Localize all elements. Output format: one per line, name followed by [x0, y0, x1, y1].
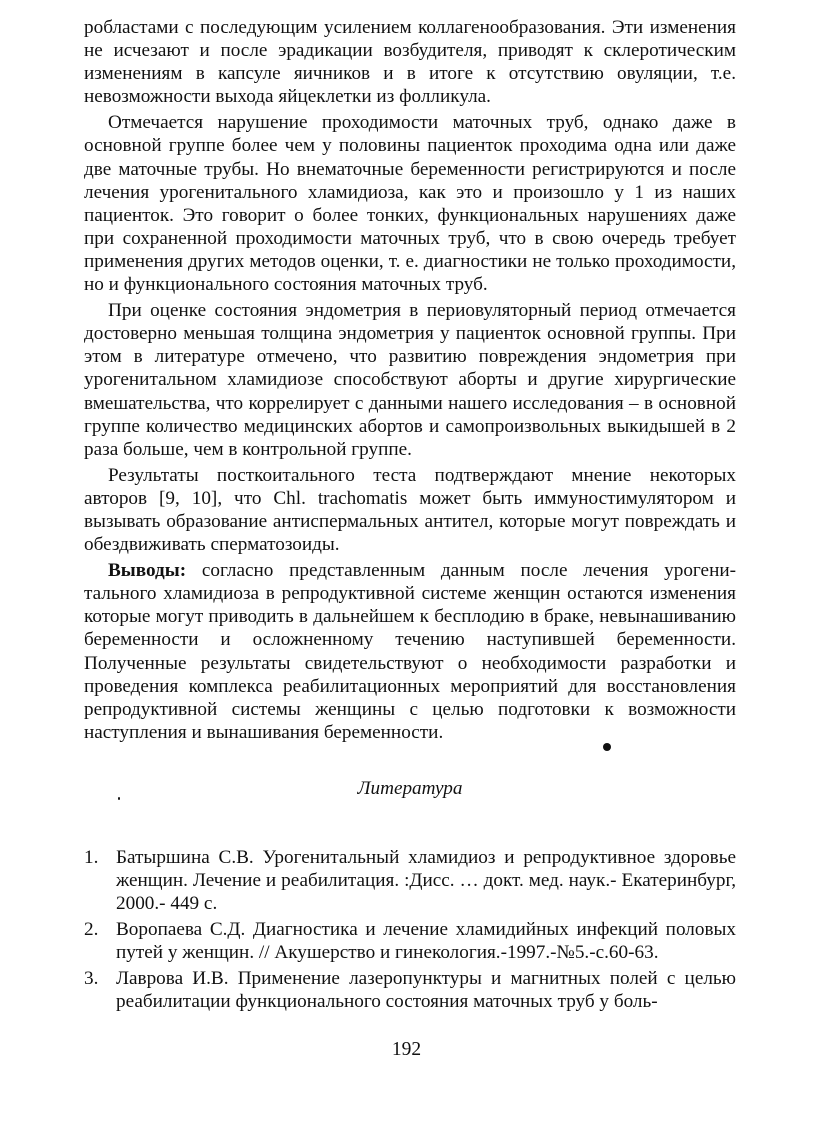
reference-item	[84, 967, 736, 1013]
page-number: 192	[391, 1039, 422, 1060]
conclusion-text: согласно представленным данным после лечения урогенитального хламидиоза в репродуктивной системе женщин остаются изменения которые могут приводить в дальнейшем к бесплодию в браке, невынашиванию беременности и осложненному течению наступившей беременности. Полученные результаты свидетельствуют о необходимости разработки и проведения комплекса реабилитационных мероприятий для восстановления репродуктивной системы женщины с целью подготовки к возможности наступления и вынашивания беременности.	[84, 560, 736, 743]
reference-item	[84, 918, 736, 964]
reference-number: 2.	[84, 919, 99, 941]
document-page	[84, 16, 736, 1017]
references-list	[84, 846, 736, 1014]
reference-number: 1.	[84, 846, 99, 868]
body-paragraph-3: При оценке состояния эндометрия в периовуляторный период отмечается достоверно меньшая толщина эндометрия у пациенток основной группы. При этом в литературе отмечено, что развитию повреждения эндометрия при урогенитальном хламидиозе способствуют аборты и другие хирургические вмешательства, что коррелирует с данными нашего исследования – в основной группе количество медицинских абортов и самопроизвольных выкидышей в 2 раза больше, чем в контрольной группе.	[84, 300, 736, 460]
reference-text: Лаврова И.В. Применение лазеропунктуры и магнитных полей с целью реабилитации функционального состояния маточных труб у боль-	[116, 968, 736, 1013]
conclusion-label: Выводы:	[108, 560, 187, 582]
body-paragraph-4: Результаты посткоитального теста подтверждают мнение некоторых авторов [9, 10], что Chl. trachomatis может быть иммуностимулятором и вызывать образование антиспермальных антител, которые могут повреждать и обездвиживать сперматозоиды.	[84, 464, 736, 556]
body-paragraph-1: робластами с последующим усилением коллагенообразования. Эти изменения не исчезают и после эрадикации возбудителя, приводят к склеротическим изменениям в капсуле яичников и в итоге к отсутствию овуляции, т.е. невозможности выхода яйцеклетки из фолликула.	[84, 17, 736, 108]
reference-item	[84, 846, 736, 915]
reference-text: Воропаева С.Д. Диагностика и лечение хламидийных инфекций половых путей у женщин. // Акушерство и гинекология.-1997.-№5.-с.60-63.	[116, 919, 736, 964]
body-paragraph-2: Отмечается нарушение проходимости маточных труб, однако даже в основной группе более чем у половины пациенток проходима одна или даже две маточные трубы. Но внематочные беременности регистрируются и после лечения урогенитального хламидиоза, как это и произошло у 1 из наших пациенток. Это говорит о более тонких, функциональных нарушениях даже при сохраненной проходимости маточных труб, что в свою очередь требует применения других методов оценки, т. е. диагностики не только проходимости, но и функционального состояния маточных труб.	[84, 112, 736, 296]
ink-speck	[603, 743, 611, 751]
references-title: Литература	[357, 777, 463, 799]
conclusion-paragraph	[84, 559, 736, 744]
reference-number: 3.	[84, 968, 99, 990]
reference-text: Батыршина С.В. Урогенитальный хламидиоз и репродуктивное здоровье женщин. Лечение и реабилитация. :Дисс. … докт. мед. наук.- Екатеринбург, 2000.- 449 с.	[116, 846, 736, 915]
ink-speck	[118, 797, 120, 800]
